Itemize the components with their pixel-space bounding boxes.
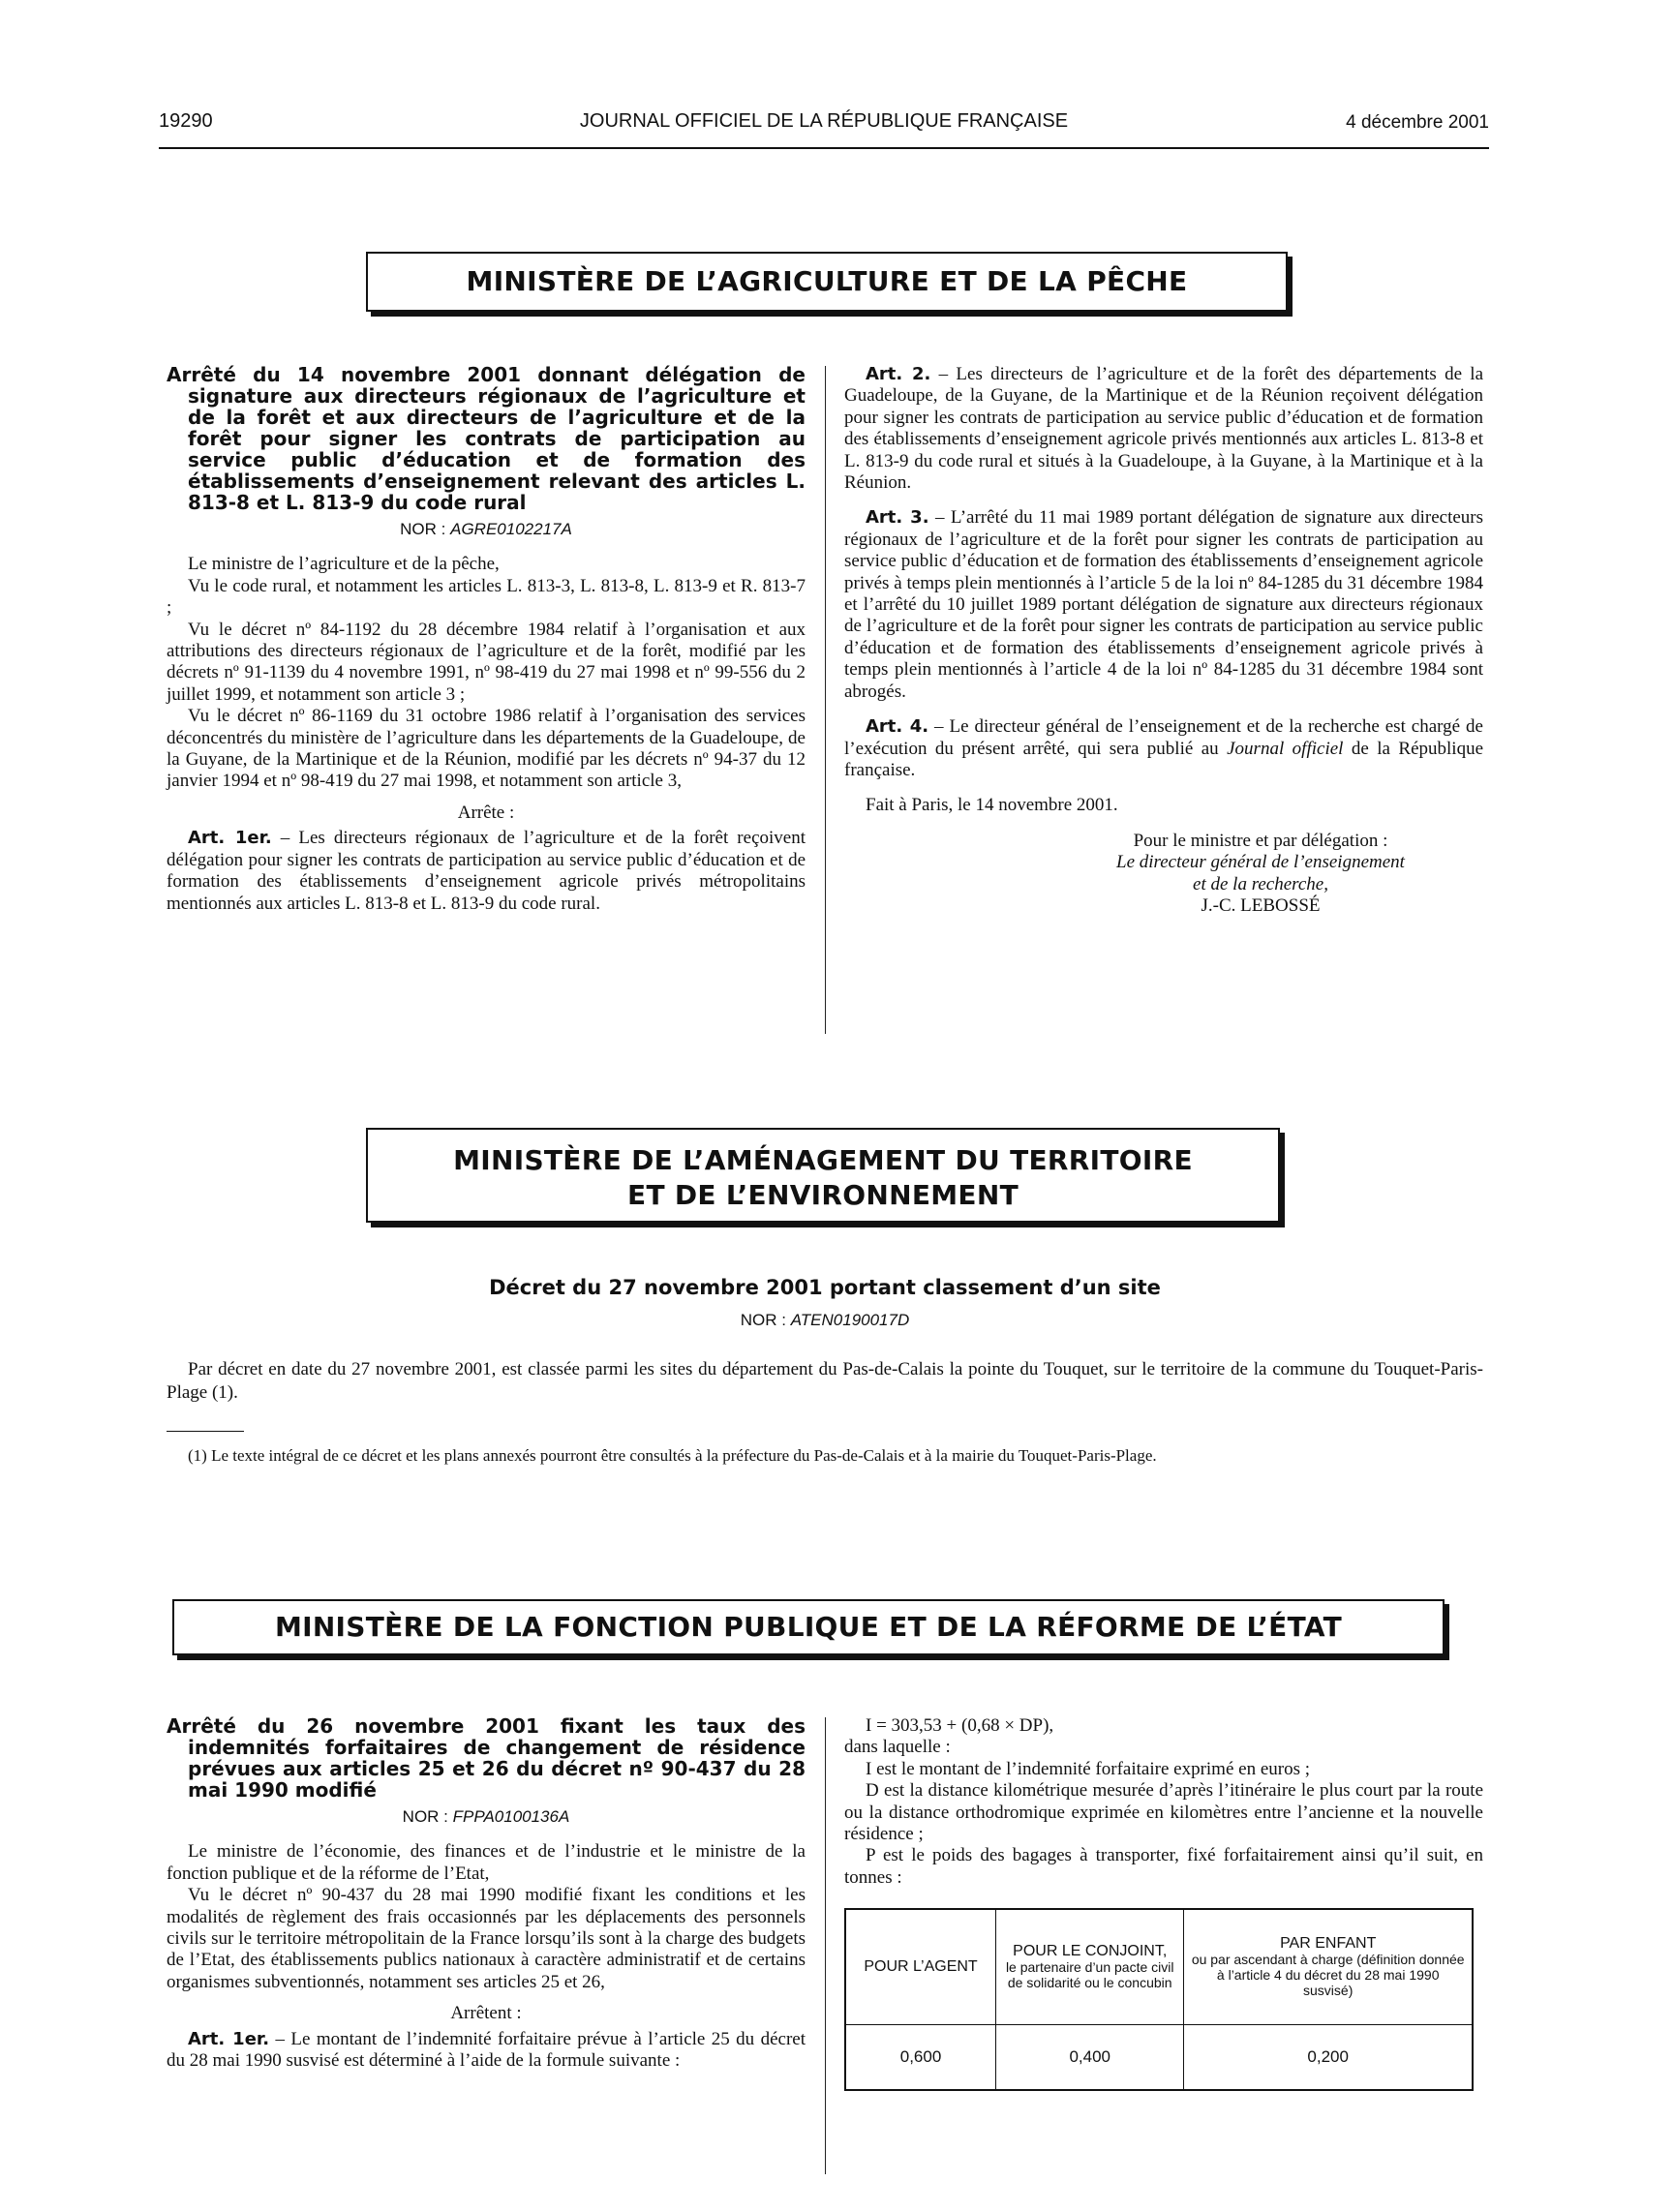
formula: I = 303,53 + (0,68 × DP), <box>866 1715 1054 1736</box>
article-label: Art. 2. <box>866 364 931 384</box>
running-header <box>159 108 1489 149</box>
preamble-paragraph: Le ministre de l’économie, des finances et de l’industrie et le ministre de la fonction publique et de la réforme de l’Etat, <box>167 1841 806 1884</box>
signatory-role-2: et de la recherche, <box>1193 873 1328 894</box>
decret-body: Par décret en date du 27 novembre 2001, est classée parmi les sites du département du Pas-de-Calais la pointe du Touquet, sur le territoire de la commune du Touquet-Paris-Plage (1). <box>167 1359 1483 1403</box>
journal-title: JOURNAL OFFICIEL DE LA RÉPUBLIQUE FRANÇAISE <box>579 110 1069 132</box>
preamble-paragraph: Vu le décret nº 84-1192 du 28 décembre 1984 relatif à l’organisation et aux attributions des directeurs régionaux de l’agriculture et de la forêt, modifié par les décrets nº 91-1139 du 4 novembre 1991, nº 98-419 du 27 mai 1998 et nº 99-556 du 2 juillet 1999, et notamment son article 3 ; <box>167 619 806 705</box>
article-text-end: de la République française. <box>844 738 1483 780</box>
decret-title: Décret du 27 novembre 2001 portant classement d’un site <box>489 1276 1161 1299</box>
table-header-conjoint: POUR LE CONJOINT, le partenaire d’un pacte civil de solidarité ou le concubin <box>996 1909 1184 2025</box>
column-divider <box>825 1717 826 2174</box>
ministry-heading-environment <box>366 1128 1280 1223</box>
article-text: – L’arrêté du 11 mai 1989 portant délégation de signature aux directeurs régionaux de l’agriculture et de la forêt pour signer les contrats de participation au service public d’éducation et de formation des établissements d’enseignement agricole privés à temps plein mentionnés à l’article 5 de la loi nº 84-1285 du 31 décembre 1984 et l’arrêté du 10 juillet 1989 portant délégation de signature aux directeurs régionaux de l’agriculture et de la forêt pour signer les contrats de participation au service public d’éducation et de formation des établissements d’enseignement agricole privés à temps plein mentionnés à l’article 4 de la loi nº 84-1285 du 31 décembre 1984 sont abrogés. <box>844 507 1483 702</box>
nor-code: FPPA0100136A <box>452 1807 570 1826</box>
footnote-rule <box>167 1431 244 1432</box>
article-1 <box>167 2029 806 2073</box>
delegation-line: Pour le ministre et par délégation : <box>1133 830 1388 851</box>
definition: I est le montant de l’indemnité forfaitaire exprimé en euros ; <box>866 1758 1310 1779</box>
preamble-paragraph: Vu le décret nº 86-1169 du 31 octobre 1986 relatif à l’organisation des services déconcentrés du ministère de l’agriculture dans les départements de la Guadeloupe, de la Guyane, de la Martinique et de la Réunion, modifié par les décrets nº 94-37 du 12 janvier 1994 et nº 98-419 du 27 mai 1998, et notamment son article 3, <box>167 706 806 792</box>
article-1 <box>167 828 806 915</box>
section1-right-column <box>844 364 1483 917</box>
signature-block <box>844 795 1483 917</box>
table-cell-agent: 0,600 <box>845 2025 996 2091</box>
table-header-agent: POUR L’AGENT <box>845 1909 996 2025</box>
ministry-line-1: MINISTÈRE DE L’AMÉNAGEMENT DU TERRITOIRE <box>453 1144 1193 1176</box>
arretent-word: Arrêtent : <box>450 2003 522 2024</box>
signatory-name: J.-C. LEBOSSÉ <box>1201 894 1321 916</box>
signatory-role: Le directeur général de l’enseignement <box>1116 852 1405 873</box>
article-text: – Le montant de l’indemnité forfaitaire prévue à l’article 25 du décret du 28 mai 1990 susvisé est déterminé à l’aide de la formule suivante : <box>167 2028 806 2072</box>
act-title: Arrêté du 14 novembre 2001 donnant délégation de signature aux directeurs régionaux de l’agriculture et de la forêt et aux directeurs de l’agriculture et de la forêt pour signer les contrats de participation au service public d’éducation et de formation des établissements d’enseignement relevant des articles L. 813-8 et L. 813-9 du code rural <box>167 363 806 514</box>
definition: D est la distance kilométrique mesurée d’après l’itinéraire le plus court par la route ou la distance orthodromique exprimée en kilomètres entre l’ancienne et la nouvelle résidence ; <box>844 1780 1483 1845</box>
table-cell-enfant: 0,200 <box>1184 2025 1473 2091</box>
place-date: Fait à Paris, le 14 novembre 2001. <box>866 795 1118 816</box>
preamble-paragraph: Vu le code rural, et notamment les articles L. 813-3, L. 813-8, L. 813-9 et R. 813-7 ; <box>167 575 806 619</box>
footnote: (1) Le texte intégral de ce décret et les plans annexés pourront être consultés à la préfecture du Pas-de-Calais et à la mairie du Touquet-Paris-Plage. <box>188 1446 1157 1465</box>
section3-left-column <box>167 1715 806 2076</box>
nor-reference <box>167 519 806 540</box>
article-text: – Le directeur général de l’enseignement et de la recherche est chargé de l’exécution du présent arrêté, qui sera publié au <box>844 716 1483 759</box>
table-cell-conjoint: 0,400 <box>996 2025 1184 2091</box>
nor-reference <box>167 1806 806 1828</box>
nor-code: AGRE0102217A <box>450 520 572 538</box>
issue-date: 4 décembre 2001 <box>1346 112 1489 133</box>
act-title: Arrêté du 26 novembre 2001 fixant les taux des indemnités forfaitaires de changement de résidence prévues aux articles 25 et 26 du décret nº 90-437 du 28 mai 1990 modifié <box>167 1714 806 1802</box>
section3-right-column <box>844 1715 1483 2091</box>
nor-code: ATEN0190017D <box>790 1311 910 1329</box>
table-row <box>845 2025 1473 2091</box>
table-header-row <box>845 1909 1473 2025</box>
article-2 <box>844 364 1483 494</box>
article-3 <box>844 507 1483 703</box>
table-header-enfant: PAR ENFANT ou par ascendant à charge (définition donnée à l’article 4 du décret du 28 mai 1990 susvisé) <box>1184 1909 1473 2025</box>
nor-label: NOR : <box>740 1311 786 1329</box>
article-text: – Les directeurs régionaux de l’agriculture et de la forêt reçoivent délégation pour signer les contrats de participation au service public d’éducation et de formation des établissements d’enseignement agricole privés métropolitains mentionnés aux articles L. 813-8 et L. 813-9 du code rural. <box>167 828 806 914</box>
section1-left-column <box>167 364 806 919</box>
preamble-paragraph: Le ministre de l’agriculture et de la pêche, <box>188 554 500 575</box>
dans-laquelle: dans laquelle : <box>844 1737 951 1758</box>
journal-name-italic: Journal officiel <box>1227 738 1344 759</box>
ministry-line-2: ET DE L’ENVIRONNEMENT <box>627 1179 1019 1211</box>
article-label: Art. 1er. <box>188 828 272 849</box>
definition: P est le poids des bagages à transporter, fixé forfaitairement ainsi qu’il suit, en tonnes : <box>844 1845 1483 1888</box>
column-divider <box>825 366 826 1034</box>
baggage-weight-table <box>844 1908 1474 2091</box>
article-4 <box>844 716 1483 781</box>
article-label: Art. 4. <box>866 716 929 738</box>
preamble-paragraph: Vu le décret nº 90-437 du 28 mai 1990 modifié fixant les conditions et les modalités de règlement des frais occasionnés par les déplacements des personnels civils sur le territoire métropolitain de la France lorsqu’ils sont à la charge des budgets de l’Etat, des établissements publics nationaux à caractère administratif et de certains organismes subventionnés, notamment ses articles 25 et 26, <box>167 1885 806 1992</box>
nor-reference <box>167 1311 1483 1330</box>
page-number: 19290 <box>159 110 213 132</box>
arrete-word: Arrête : <box>457 802 515 823</box>
ministry-heading-agriculture: MINISTÈRE DE L’AGRICULTURE ET DE LA PÊCHE <box>366 252 1288 312</box>
article-text: – Les directeurs de l’agriculture et de la forêt des départements de la Guadeloupe, de la Guyane, de la Martinique et de la Réunion reçoivent délégation pour signer les contrats de participation au service public d’éducation et de formation des établissements d’enseignement agricole privés mentionnés aux articles L. 813-8 et L. 813-9 du code rural et situés à la Guadeloupe, à la Guyane, à la Martinique et à la Réunion. <box>844 364 1483 494</box>
article-label: Art. 3. <box>866 507 929 529</box>
article-label: Art. 1er. <box>188 2028 270 2049</box>
nor-label: NOR : <box>402 1807 448 1826</box>
ministry-heading-fonction-publique: MINISTÈRE DE LA FONCTION PUBLIQUE ET DE LA RÉFORME DE L’ÉTAT <box>172 1599 1445 1655</box>
nor-label: NOR : <box>400 520 446 538</box>
